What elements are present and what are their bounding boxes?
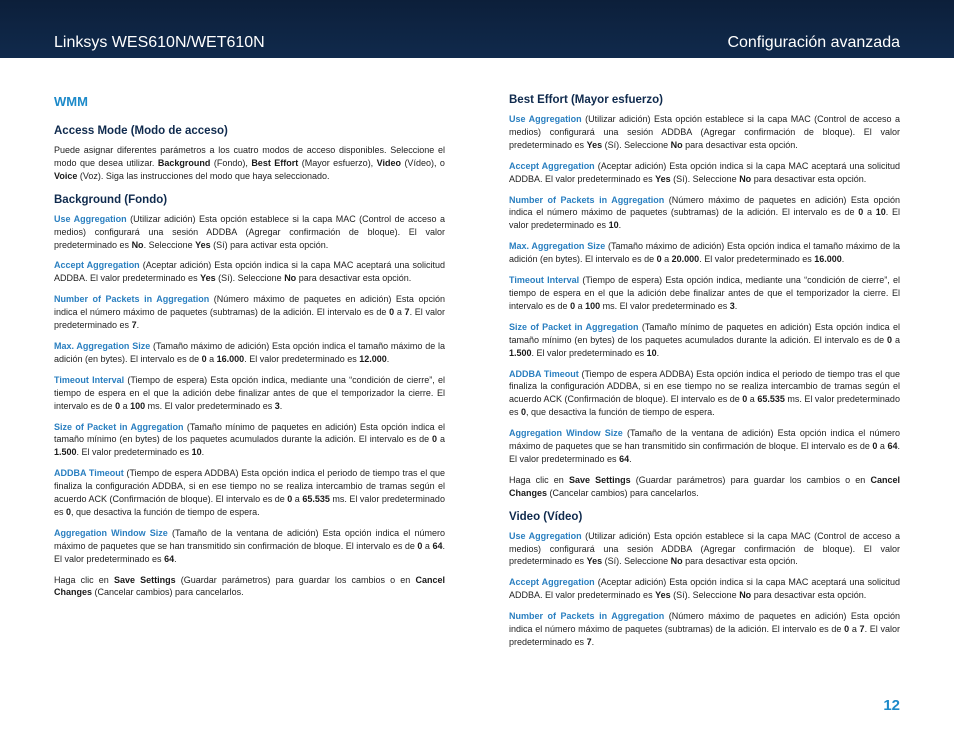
access-mode-paragraph: Puede asignar diferentes parámetros a los cuatro modos de acceso disponibles. Seleccione el modo que desea utilizar. Background (Fondo), Best Effort (Mayor esfuerzo), Video (Vídeo), o Voice (Voz). Siga las instrucciones del modo que haya seleccionado. — [54, 145, 445, 181]
use-aggregation-paragraph: Use Aggregation (Utilizar adición) Esta opción establece si la capa MAC (Control de acceso a medios) configurará una sesión ADDBA (Agregar confirmación de bloque). El valor predeterminado es Yes (Sí). Seleccione No para desactivar esta opción. — [509, 114, 900, 150]
heading-best-effort: Best Effort (Mayor esfuerzo) — [509, 94, 663, 106]
section-title-wmm: WMM — [54, 94, 88, 109]
size-of-packet-paragraph: Size of Packet in Aggregation (Tamaño mínimo de paquetes en adición) Esta opción indica el tamaño mínimo (en bytes) de los paquetes acumulados durante la adición. El intervalo es de 0 a 1.500. El valor predeterminado es 10. — [509, 321, 900, 358]
addba-timeout-paragraph: ADDBA Timeout (Tiempo de espera ADDBA) Esta opción indica el periodo de tiempo tras el que finaliza la configuración ADDBA, si en ese tiempo no se realiza intercambio de tramas según el acuerdo ACK (Confirmación de bloque). El intervalo es de 0 a 65.535 ms. El valor predeterminado es 0, que desactiva la función de tiempo de espera. — [509, 368, 900, 418]
use-aggregation-paragraph: Use Aggregation (Utilizar adición) Esta opción establece si la capa MAC (Control de acceso a medios) configurará una sesión ADDBA (Agregar confirmación de bloque). El valor predeterminado es No. Seleccione Yes (Sí) para activar esta opción. — [54, 213, 445, 250]
timeout-interval-paragraph: Timeout Interval (Tiempo de espera) Esta opción indica, mediante una “condición de cierre”, el tiempo de espera en el que la adición debe finalizar antes de que el temporizador la cierre. El intervalo es de 0 a 100 ms. El valor predeterminado es 3. — [509, 275, 900, 311]
use-aggregation-paragraph: Use Aggregation (Utilizar adición) Esta opción establece si la capa MAC (Control de acceso a medios) configurará una sesión ADDBA (Agregar confirmación de bloque). El valor predeterminado es Yes (Sí). Seleccione No para desactivar esta opción. — [509, 530, 900, 567]
heading-access-mode: Access Mode (Modo de acceso) — [54, 125, 228, 137]
aggregation-window-size-paragraph: Aggregation Window Size (Tamaño de la ventana de adición) Esta opción indica el número máximo de paquetes que se han transmitido sin confirmación de bloque. El intervalo es de 0 a 64. El valor predeterminado es 64. — [509, 428, 900, 464]
accept-aggregation-paragraph: Accept Aggregation (Aceptar adición) Esta opción indica si la capa MAC aceptará una solicitud ADDBA. El valor predeterminado es Yes (Sí). Seleccione No para desactivar esta opción. — [509, 577, 900, 601]
heading-video: Video (Vídeo) — [509, 510, 583, 523]
save-settings-paragraph: Haga clic en Save Settings (Guardar parámetros) para guardar los cambios o en Cancel Changes (Cancelar cambios) para cancelarlos. — [54, 574, 445, 598]
max-aggregation-size-paragraph: Max. Aggregation Size (Tamaño máximo de adición) Esta opción indica el tamaño máximo de la adición (en bytes). El intervalo es de 0 a 16.000. El valor predeterminado es 12.000. — [54, 340, 445, 364]
addba-timeout-paragraph: ADDBA Timeout (Tiempo de espera ADDBA) Esta opción indica el periodo de tiempo tras el que finaliza la configuración ADDBA, si en ese tiempo no se realiza intercambio de tramas según el acuerdo ACK (Confirmación de bloque). El intervalo es de 0 a 65.535 ms. El valor predeterminado es 0, que desactiva la función de tiempo de espera. — [54, 468, 445, 517]
timeout-interval-paragraph: Timeout Interval (Tiempo de espera) Esta opción indica, mediante una “condición de cierre”, el tiempo de espera en el que la adición debe finalizar antes de que el temporizador la cierre. El intervalo es de 0 a 100 ms. El valor predeterminado es 3. — [54, 374, 445, 411]
page-number: 12 — [883, 697, 900, 714]
number-of-packets-paragraph: Number of Packets in Aggregation (Número máximo de paquetes en adición) Esta opción indica el número máximo de paquetes (subtramas) de la adición. El intervalo es de 0 a 7. El valor predeterminado es 7. — [509, 611, 900, 647]
number-of-packets-paragraph: Number of Packets in Aggregation (Número máximo de paquetes en adición) Esta opción indica el número máximo de paquetes (subtramas) de la adición. El intervalo es de 0 a 10. El valor predeterminado es 10. — [509, 194, 900, 231]
chapter-title: Configuración avanzada — [727, 34, 900, 51]
max-aggregation-size-paragraph: Max. Aggregation Size (Tamaño máximo de adición) Esta opción indica el tamaño máximo de la adición (en bytes). El intervalo es de 0 a 20.000. El valor predeterminado es 16.000. — [509, 241, 900, 265]
save-settings-paragraph: Haga clic en Save Settings (Guardar parámetros) para guardar los cambios o en Cancel Changes (Cancelar cambios) para cancelarlos. — [509, 474, 900, 498]
heading-background: Background (Fondo) — [54, 193, 168, 206]
size-of-packet-paragraph: Size of Packet in Aggregation (Tamaño mínimo de paquetes en adición) Esta opción indica el tamaño mínimo (en bytes) de los paquetes acumulados durante la adición. El intervalo es de 0 a 1.500. El valor predeterminado es 10. — [54, 421, 445, 458]
accept-aggregation-paragraph: Accept Aggregation (Aceptar adición) Esta opción indica si la capa MAC aceptará una solicitud ADDBA. El valor predeterminado es Yes (Sí). Seleccione No para desactivar esta opción. — [509, 160, 900, 184]
page-header — [0, 0, 954, 58]
left-column — [54, 94, 445, 607]
product-title: Linksys WES610N/WET610N — [54, 34, 265, 51]
number-of-packets-paragraph: Number of Packets in Aggregation (Número máximo de paquetes en adición) Esta opción indica el número máximo de paquetes (subtramas) de la adición. El intervalo es de 0 a 7. El valor predeterminado es 7. — [54, 294, 445, 331]
accept-aggregation-paragraph: Accept Aggregation (Aceptar adición) Esta opción indica si la capa MAC aceptará una solicitud ADDBA. El valor predeterminado es Yes (Sí). Seleccione No para desactivar esta opción. — [54, 260, 445, 284]
aggregation-window-size-paragraph: Aggregation Window Size (Tamaño de la ventana de adición) Esta opción indica el número máximo de paquetes que se han transmitido sin confirmación de bloque. El intervalo es de 0 a 64. El valor predeterminado es 64. — [54, 527, 445, 564]
right-column — [509, 94, 900, 657]
